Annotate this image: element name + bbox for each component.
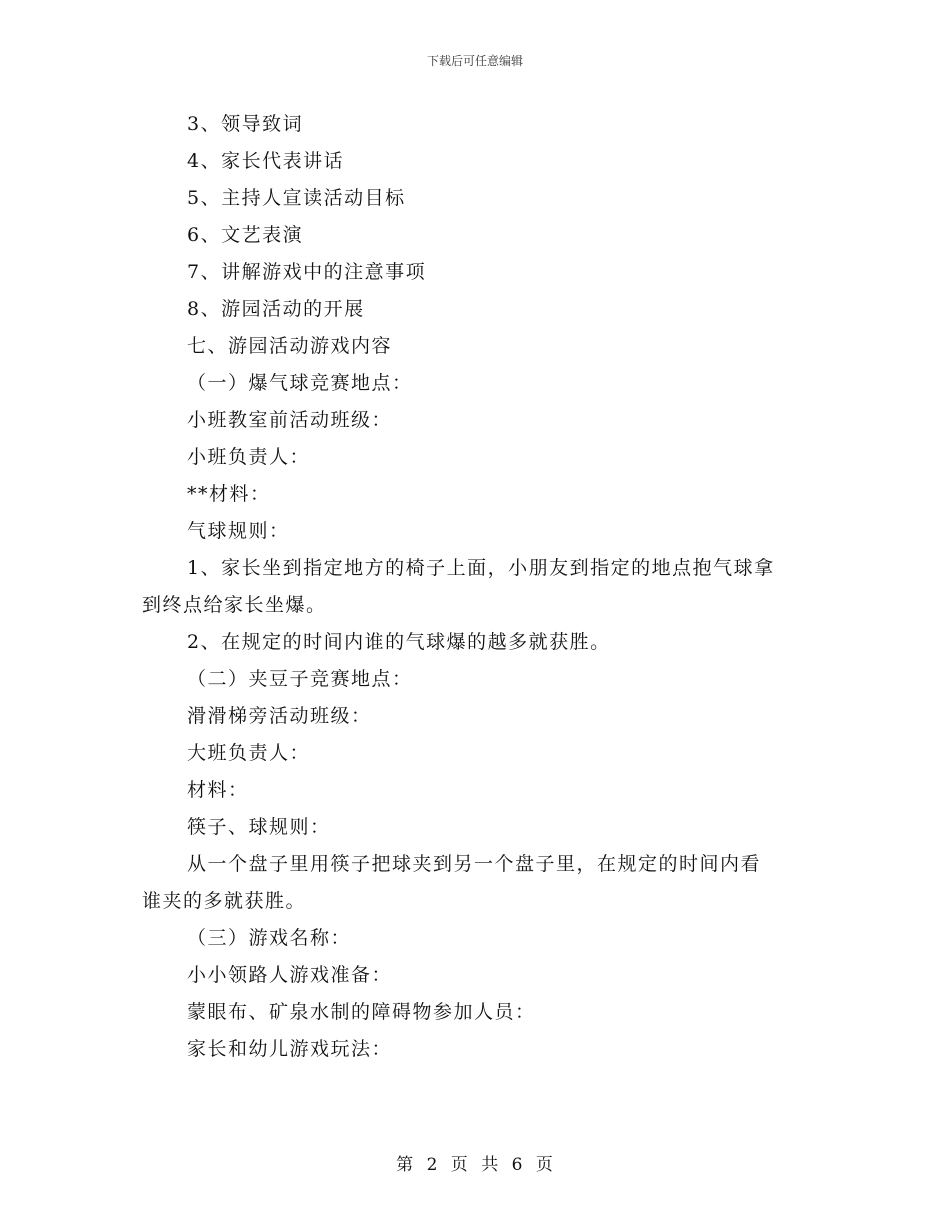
paragraph-line: 7、讲解游戏中的注意事项 xyxy=(187,261,427,283)
paragraph-line: 材料： xyxy=(187,779,249,801)
paragraph-line: 家长和幼儿游戏玩法： xyxy=(187,1038,393,1060)
page-footer: 第 2 页 共 6 页 xyxy=(396,1155,554,1175)
subsection-heading: （二）夹豆子竞赛地点： xyxy=(187,668,413,690)
paragraph-line: 气球规则： xyxy=(187,520,290,542)
paragraph-line: 1、家长坐到指定地方的椅子上面，小朋友到指定的地点抱气球拿 xyxy=(187,557,775,579)
section-heading: 七、游园活动游戏内容 xyxy=(187,335,393,357)
paragraph-line: 小小领路人游戏准备： xyxy=(187,964,393,986)
paragraph-line: 筷子、球规则： xyxy=(187,816,331,838)
paragraph-line: **材料： xyxy=(187,483,271,505)
paragraph-line: 从一个盘子里用筷子把球夹到另一个盘子里，在规定的时间内看 xyxy=(187,853,762,875)
paragraph-line: 3、领导致词 xyxy=(187,113,304,135)
paragraph-line-continuation: 到终点给家长坐爆。 xyxy=(142,594,327,616)
document-body xyxy=(142,106,822,1068)
paragraph-line: 小班负责人： xyxy=(187,446,311,468)
page-header: 下载后可任意编辑 xyxy=(426,54,523,68)
paragraph-line: 小班教室前活动班级： xyxy=(187,409,393,431)
paragraph-line: 4、家长代表讲话 xyxy=(187,150,345,172)
subsection-heading: （三）游戏名称： xyxy=(187,927,352,949)
paragraph-line: 5、主持人宣读活动目标 xyxy=(187,187,406,209)
paragraph-line: 8、游园活动的开展 xyxy=(187,298,365,320)
paragraph-line: 6、文艺表演 xyxy=(187,224,304,246)
paragraph-line: 大班负责人： xyxy=(187,742,311,764)
paragraph-line: 蒙眼布、矿泉水制的障碍物参加人员： xyxy=(187,1001,536,1023)
paragraph-line: 2、在规定的时间内谁的气球爆的越多就获胜。 xyxy=(187,631,611,653)
subsection-heading: （一）爆气球竞赛地点： xyxy=(187,372,413,394)
paragraph-line: 滑滑梯旁活动班级： xyxy=(187,705,372,727)
paragraph-line-continuation: 谁夹的多就获胜。 xyxy=(142,890,307,912)
